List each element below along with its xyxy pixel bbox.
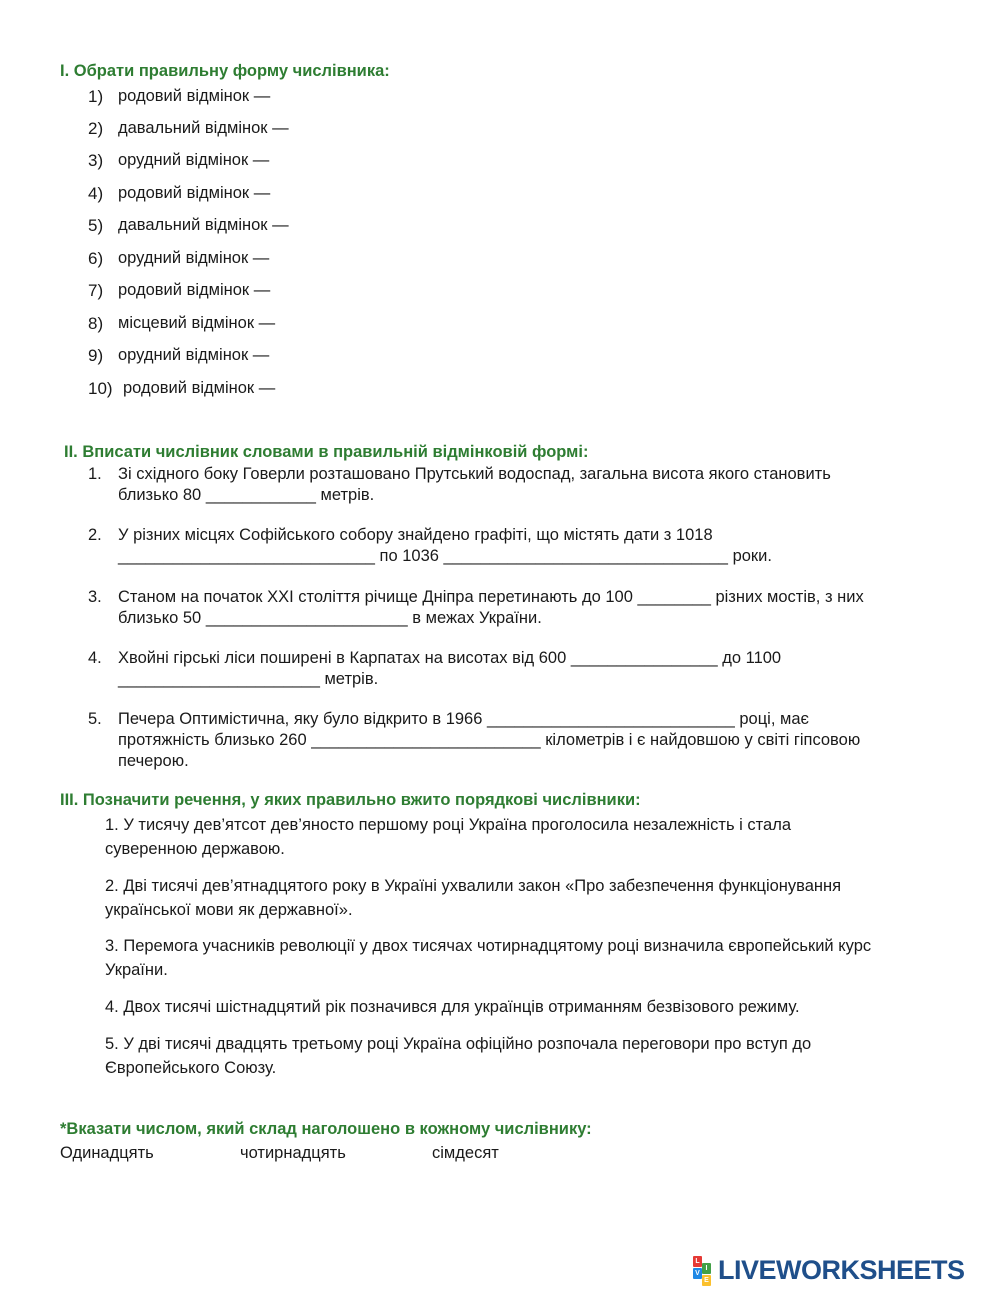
list-item: ____________________________ по 1036 _______________________________ роки. bbox=[118, 547, 772, 565]
section3-heading: III. Позначити речення, у яких правильно вжито порядкові числівники: bbox=[60, 791, 641, 809]
list-item: ______________________ метрів. bbox=[118, 670, 379, 688]
logo-cube-l: L bbox=[693, 1256, 702, 1267]
list-item: У різних місцях Софійського собору знайдено графіті, що містять дати з 1018 bbox=[118, 526, 713, 544]
list-item: близько 50 ______________________ в межах України. bbox=[118, 609, 542, 627]
list-item: 10) родовий відмінок — bbox=[88, 379, 276, 398]
list-item: Печера Оптимістична, яку було відкрито в 1966 ___________________________ році, має bbox=[118, 710, 809, 728]
stress-word: сімдесят bbox=[432, 1144, 499, 1162]
list-item: 1. У тисячу дев’ятсот дев’яносто першому році Україна проголосила незалежність і стала bbox=[105, 816, 792, 834]
list-item: близько 80 ____________ метрів. bbox=[118, 486, 375, 504]
list-item: Хвойні гірські ліси поширені в Карпатах на висотах від 600 ________________ до 1100 bbox=[118, 649, 782, 667]
item-number: 2. bbox=[88, 526, 102, 544]
stress-word: чотирнадцять bbox=[240, 1144, 346, 1162]
item-number: 3. bbox=[88, 588, 102, 606]
stress-word: Одинадцять bbox=[60, 1144, 154, 1162]
list-item: 3) орудний відмінок — bbox=[88, 151, 270, 170]
logo-cube-i: I bbox=[702, 1263, 711, 1274]
list-item: 7) родовий відмінок — bbox=[88, 281, 271, 300]
logo-cube-e: E bbox=[702, 1275, 711, 1286]
list-item: 8) місцевий відмінок — bbox=[88, 314, 276, 333]
section2-heading: II. Вписати числівник словами в правильній відмінковій формі: bbox=[64, 443, 589, 461]
list-item: 5. У дві тисячі двадцять третьому році Україна офіційно розпочала переговори про вступ до bbox=[105, 1035, 812, 1053]
logo-cube-v: V bbox=[693, 1268, 702, 1279]
item-number: 5. bbox=[88, 710, 102, 728]
list-item: української мови як державної». bbox=[105, 901, 353, 919]
list-item: 3. Перемога учасників революції у двох тисячах чотирнадцятому році визначила європейський курс bbox=[105, 937, 872, 955]
list-item: Зі східного боку Говерли розташовано Прутський водоспад, загальна висота якого становить bbox=[118, 465, 831, 483]
list-item: 4) родовий відмінок — bbox=[88, 184, 271, 203]
list-item: 5) давальний відмінок — bbox=[88, 216, 289, 235]
section1-heading: I. Обрати правильну форму числівника: bbox=[60, 62, 390, 80]
list-item: 9) орудний відмінок — bbox=[88, 346, 270, 365]
list-item: Європейського Союзу. bbox=[105, 1059, 277, 1077]
section4-heading: *Вказати числом, який склад наголошено в кожному числівнику: bbox=[60, 1120, 592, 1138]
list-item: 4. Двох тисячі шістнадцятий рік позначився для українців отриманням безвізового режиму. bbox=[105, 998, 800, 1016]
list-item: протяжність близько 260 _________________________ кілометрів і є найдовшою у світі гіпсовою bbox=[118, 731, 861, 749]
list-item: печерою. bbox=[118, 752, 189, 770]
list-item: України. bbox=[105, 961, 168, 979]
list-item: 2) давальний відмінок — bbox=[88, 119, 289, 138]
logo-text: LIVEWORKSHEETS bbox=[718, 1255, 965, 1285]
list-item: 2. Дві тисячі дев’ятнадцятого року в Україні ухвалили закон «Про забезпечення функціонування bbox=[105, 877, 842, 895]
list-item: Станом на початок XXI століття річище Дніпра перетинають до 100 ________ різних мостів, з них bbox=[118, 588, 864, 606]
item-number: 4. bbox=[88, 649, 102, 667]
liveworksheets-logo bbox=[690, 1254, 990, 1286]
list-item: 1) родовий відмінок — bbox=[88, 87, 271, 106]
list-item: 6) орудний відмінок — bbox=[88, 249, 270, 268]
item-number: 1. bbox=[88, 465, 102, 483]
list-item: суверенною державою. bbox=[105, 840, 285, 858]
